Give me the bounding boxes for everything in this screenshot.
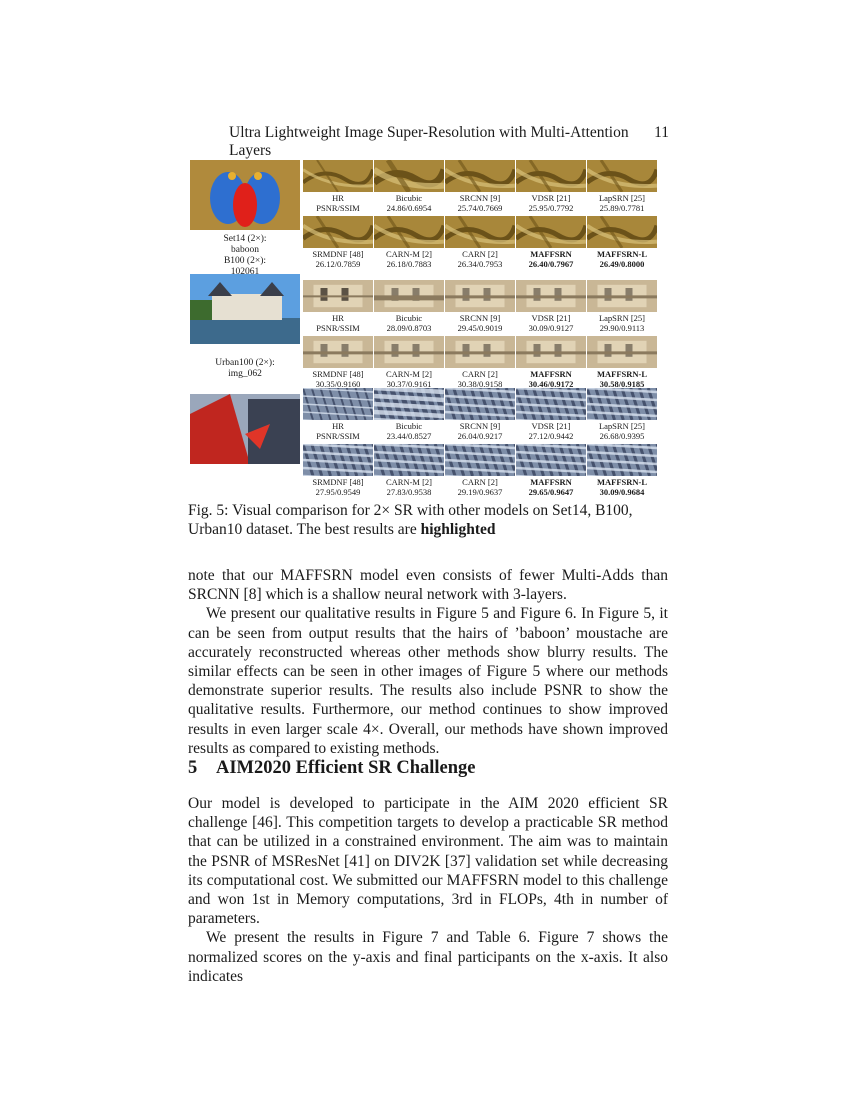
crop-caption: SRMDNF [48] 27.95/0.9549 bbox=[312, 477, 364, 497]
crop-tile bbox=[516, 160, 586, 192]
crop-tile bbox=[516, 280, 586, 312]
main-image-caption: Set14 (2×): baboon bbox=[223, 234, 267, 255]
crop-tile bbox=[303, 216, 373, 248]
crop-caption: SRMDNF [48] 26.12/0.7859 bbox=[312, 249, 364, 269]
crop-tile bbox=[587, 444, 657, 476]
crop-caption: VDSR [21] 25.95/0.7792 bbox=[528, 193, 574, 213]
crop-tile bbox=[374, 388, 444, 420]
crop-caption: SRMDNF [48] 30.35/0.9160 bbox=[312, 369, 364, 389]
crop-caption: LapSRN [25] 26.68/0.9395 bbox=[598, 421, 646, 441]
paragraph-1: note that our MAFFSRN model even consists of fewer Multi-Adds than SRCNN [8] which is a shallow neural network with 3-layers. We present our qualitative results in Figure 5 and Figure 6. In Figure 5, it can be seen from output results that the hairs of ’baboon’ moustache are accurately reconstructed whereas other methods show blurry results. The similar effects can be seen in other images of Figure 5 where our methods demonstrate superior results. The results also include PSNR to show the qualitative results. Furthermore, our method continues to show improved results in even larger scale 4×. Overall, our methods have shown improved results as compared to existing methods. bbox=[188, 567, 668, 757]
crop-tile bbox=[516, 336, 586, 368]
crop-tile bbox=[516, 216, 586, 248]
crop-tile bbox=[374, 216, 444, 248]
crop-tile bbox=[374, 160, 444, 192]
crop-caption: CARN [2] 29.19/0.9637 bbox=[457, 477, 503, 497]
crop-tile bbox=[374, 444, 444, 476]
main-image-caption: Urban100 (2×): img_062 bbox=[215, 358, 275, 379]
crop-tile bbox=[303, 160, 373, 192]
main-image-castle bbox=[190, 274, 300, 344]
section-title: AIM2020 Efficient SR Challenge bbox=[216, 758, 476, 778]
crop-caption: Bicubic 24.86/0.6954 bbox=[386, 193, 432, 213]
crop-caption: MAFFSRN-L 30.58/0.9185 bbox=[596, 369, 648, 389]
crop-tile bbox=[445, 444, 515, 476]
crop-caption: MAFFSRN 29.65/0.9647 bbox=[528, 477, 574, 497]
crop-tile bbox=[516, 388, 586, 420]
crop-caption: Bicubic 28.09/0.8703 bbox=[386, 313, 432, 333]
main-image-baboon bbox=[190, 160, 300, 230]
crop-tile bbox=[445, 388, 515, 420]
crop-caption: CARN [2] 30.38/0.9158 bbox=[457, 369, 503, 389]
crop-caption: VDSR [21] 30.09/0.9127 bbox=[528, 313, 574, 333]
page-number: 11 bbox=[654, 124, 669, 141]
crop-tile bbox=[587, 216, 657, 248]
paragraph-4: We present the results in Figure 7 and Table 6. Figure 7 shows the normalized scores on the y-axis and final participants on the x-axis. It also indicates bbox=[188, 929, 668, 985]
caption-highlight: highlighted bbox=[420, 521, 496, 538]
crop-caption: LapSRN [25] 29.90/0.9113 bbox=[598, 313, 646, 333]
crop-caption: HR PSNR/SSIM bbox=[316, 193, 360, 213]
crop-caption: CARN-M [2] 27.83/0.9538 bbox=[385, 477, 433, 497]
running-title: Ultra Lightweight Image Super-Resolution with Multi-Attention Layers bbox=[229, 124, 629, 159]
crop-caption: SRCNN [9] 26.04/0.9217 bbox=[457, 421, 503, 441]
figure-caption: Fig. 5: Visual comparison for 2× SR with other models on Set14, B100, Urban10 dataset. The best results are highlighted bbox=[188, 502, 633, 538]
crop-tile bbox=[374, 336, 444, 368]
paragraph-2: We present our qualitative results in Figure 5 and Figure 6. In Figure 5, it can be seen from output results that the hairs of ’baboon’ moustache are accurately reconstructed whereas other methods show blurry results. The similar effects can be seen in other images of Figure 5 where our methods demonstrate superior results. The results also include PSNR to show the qualitative results. Furthermore, our method continues to show improved results in even larger scale 4×. Overall, our methods have shown improved results as compared to existing methods. bbox=[188, 605, 668, 757]
crop-caption: HR PSNR/SSIM bbox=[316, 313, 360, 333]
crop-tile bbox=[303, 388, 373, 420]
crop-tile bbox=[445, 280, 515, 312]
crop-tile bbox=[303, 444, 373, 476]
crop-caption: CARN-M [2] 26.18/0.7883 bbox=[385, 249, 433, 269]
crop-tile bbox=[445, 336, 515, 368]
main-image-caption: B100 (2×): 102061 bbox=[223, 256, 267, 277]
crop-caption: SRCNN [9] 29.45/0.9019 bbox=[457, 313, 503, 333]
crop-caption: HR PSNR/SSIM bbox=[316, 421, 360, 441]
figure-5 bbox=[190, 158, 670, 503]
crop-tile bbox=[303, 280, 373, 312]
section-body bbox=[188, 794, 668, 986]
crop-caption: MAFFSRN-L 30.09/0.9684 bbox=[596, 477, 648, 497]
crop-caption: CARN-M [2] 30.37/0.9161 bbox=[385, 369, 433, 389]
crop-tile bbox=[587, 336, 657, 368]
crop-tile bbox=[587, 280, 657, 312]
crop-tile bbox=[374, 280, 444, 312]
main-image-urban bbox=[190, 394, 300, 464]
crop-caption: MAFFSRN 26.40/0.7967 bbox=[528, 249, 574, 269]
crop-caption: MAFFSRN 30.46/0.9172 bbox=[528, 369, 574, 389]
crop-tile bbox=[303, 336, 373, 368]
section-number: 5 bbox=[188, 758, 198, 778]
crop-tile bbox=[445, 160, 515, 192]
crop-caption: LapSRN [25] 25.89/0.7781 bbox=[598, 193, 646, 213]
paragraph-3: Our model is developed to participate in the AIM 2020 efficient SR challenge [46]. This competition targets to develop a practicable SR method that can be utilized in a constrained environment. The aim was to maintain the PSNR of MSResNet [41] on DIV2K [37] validation set while decreasing its computational cost. We submitted our MAFFSRN model to this challenge and won 1st in Memory computations, 3rd in FLOPs, 4th in number of parameters. bbox=[188, 795, 668, 928]
crop-caption: CARN [2] 26.34/0.7953 bbox=[457, 249, 503, 269]
crop-tile bbox=[516, 444, 586, 476]
crop-caption: Bicubic 23.44/0.8527 bbox=[386, 421, 432, 441]
crop-tile bbox=[587, 388, 657, 420]
crop-tile bbox=[445, 216, 515, 248]
section-heading bbox=[188, 758, 476, 779]
crop-tile bbox=[587, 160, 657, 192]
crop-caption: MAFFSRN-L 26.49/0.8000 bbox=[596, 249, 648, 269]
crop-caption: VDSR [21] 27.12/0.9442 bbox=[528, 421, 574, 441]
crop-caption: SRCNN [9] 25.74/0.7669 bbox=[457, 193, 503, 213]
